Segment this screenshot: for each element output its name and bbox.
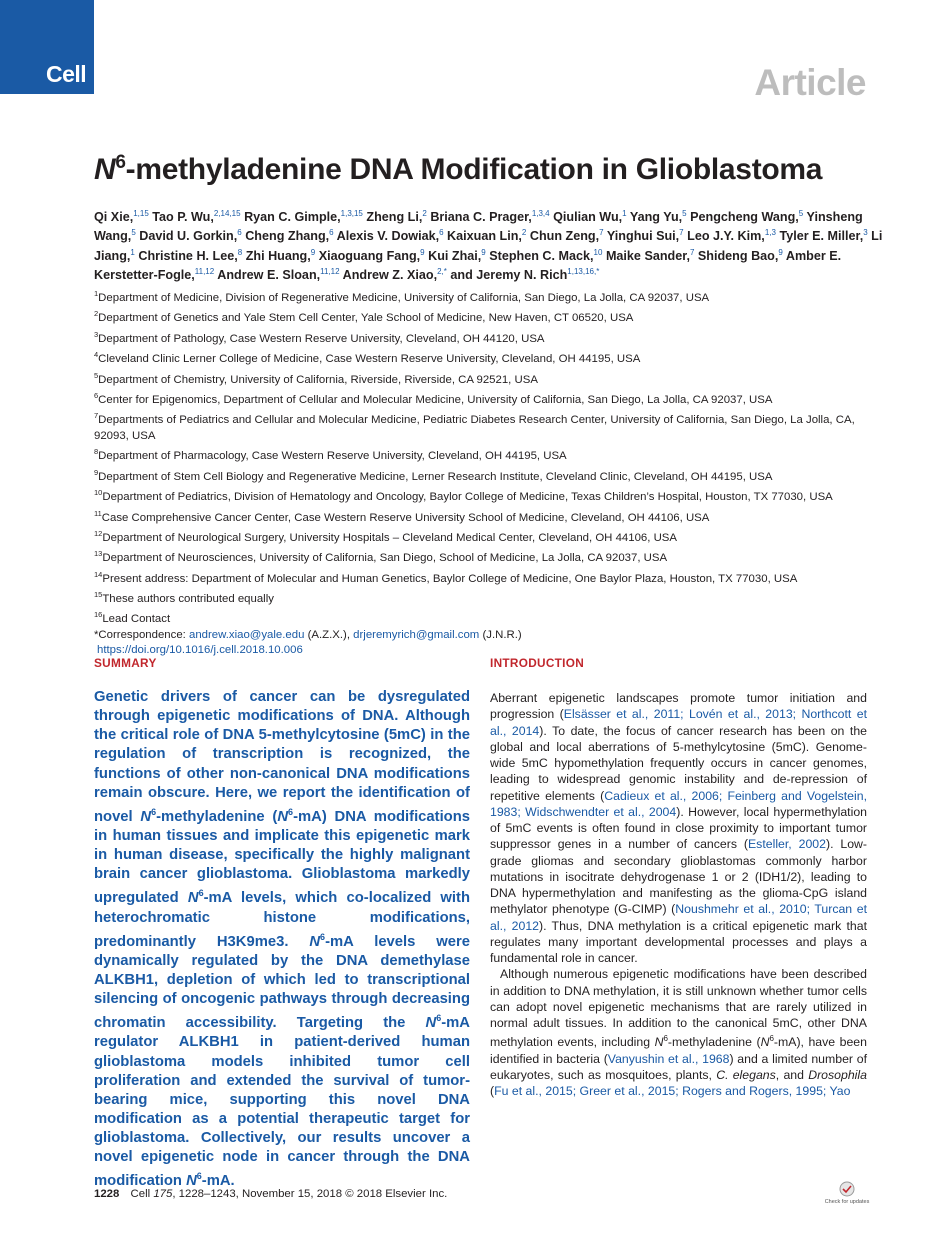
- affiliation-number: 11: [94, 508, 102, 518]
- author-affiliation-ref[interactable]: 7: [679, 228, 684, 238]
- author-affiliation-ref[interactable]: 8: [237, 247, 243, 257]
- author-affiliation-ref[interactable]: 1,3,15: [340, 209, 363, 218]
- author-affiliation-ref[interactable]: 5: [798, 209, 804, 218]
- author-name: Tyler E. Miller,: [779, 229, 864, 244]
- affiliation-text: Case Comprehensive Cancer Center, Case Western Reserve University School of Medicine, Cleveland, OH 44106, USA: [101, 511, 710, 524]
- author-affiliation-ref[interactable]: 1,3,4: [531, 209, 550, 218]
- author-affiliation-ref[interactable]: 1: [130, 247, 135, 257]
- author-name: Alexis V. Dowiak,: [336, 229, 440, 244]
- affiliation-text: Department of Chemistry, University of California, Riverside, Riverside, CA 92521, USA: [98, 373, 538, 386]
- author-name: Li Jiang,: [94, 229, 883, 263]
- affiliation-text: Department of Neurological Surgery, University Hospitals – Cleveland Medical Center, Cleveland, OH 44106, USA: [102, 531, 677, 544]
- affiliation-number: 8: [94, 447, 99, 457]
- article-title: [94, 152, 822, 187]
- author-name: Qi Xie,: [94, 210, 134, 225]
- author-name: Andrew E. Sloan,: [217, 268, 321, 283]
- affiliation-item: [94, 286, 884, 306]
- author-name: David U. Gorkin,: [139, 229, 238, 244]
- author-name: Cheng Zhang,: [245, 229, 330, 244]
- affiliation-text: Lead Contact: [102, 613, 171, 626]
- affiliation-text: Department of Pharmacology, Case Western Reserve University, Cleveland, OH 44195, USA: [98, 450, 567, 463]
- author-name: Ryan C. Gimple,: [244, 210, 341, 225]
- affiliations: [94, 286, 884, 659]
- affiliation-item: [94, 567, 884, 587]
- author-affiliation-ref[interactable]: 1,13,16,*: [567, 266, 600, 276]
- affiliation-item: [94, 526, 884, 546]
- summary-text: Genetic drivers of cancer can be dysregulated through epigenetic modifications of DNA. Although the critical role of DNA 5-methylcytosine (5mC) in the regulation of transcription is recognized, the functions of other non-canonical DNA modifications remain obscure. Here, we report the identification of novel $N^6$-methyladenine $(N^6-mA)$ DNA modifications in human tissues and implicate this epigenetic mark in human disease, specifically the highly malignant brain cancer glioblastoma. Glioblastoma markedly upregulated $N^6-mA$ levels, which co-localized with heterochromatic histone modifications, predominantly H3K9me3. $N^6-mA$ levels were dynamically regulated by the DNA demethylase ALKBH1, depletion of which led to transcriptional silencing of oncogenic pathways through decreasing chromatin accessibility. Targeting the $N^6-mA$ regulator ALKBH1 in patient-derived human glioblastoma models inhibited tumor cell proliferation and extended the survival of tumor-bearing mice, supporting this novel DNA modification as a potential therapeutic target for glioblastoma. Collectively, our results uncover a novel epigenetic node in cancer through the DNA modification $N^6-mA$.: [94, 689, 470, 1190]
- ref-link[interactable]: Elsässer et al., 2011; Lovén et al., 2013; Northcott et al., 2014: [490, 707, 867, 738]
- affiliation-text: Cleveland Clinic Lerner College of Medicine, Case Western Reserve University, Cleveland, OH 44195, USA: [98, 352, 641, 365]
- ref-link[interactable]: Esteller, 2002: [747, 837, 826, 852]
- intro-paragraph-1: Aberrant epigenetic landscapes promote tumor initiation and progression (Elsässer et al., 2011; Lovén et al., 2013; Northcott et al., 2014). To date, the focus of cancer research has been on the global and local aberrations of 5-methylcytosine (5mC). Genome-wide 5mC hypomethylation frequently occurs in cancer genomes, leading to widespread genomic instability and de-repression of repetitive elements (Cadieux et al., 2006; Feinberg and Vogelstein, 1983; Widschwendter et al., 2004). However, local hypermethylation of 5mC events is often found in close proximity to important tumor suppressor genes in a number of cancers (Esteller, 2002). Low-grade gliomas and secondary glioblastomas commonly harbor mutations in isocitrate dehydrogenase 1 or 2 (IDH1/2), leading to DNA hypermethylation and manifesting as the glioma-CpG island methylator phenotype (G-CIMP) (Noushmehr et al., 2010; Turcan et al., 2012). Thus, DNA methylation is a critical epigenetic mark that regulates many important developmental processes and plays a fundamental role in cancer.: [490, 691, 868, 965]
- affiliation-item: [94, 587, 884, 607]
- affiliation-item: [94, 444, 884, 464]
- author-affiliation-ref[interactable]: 1,3: [764, 228, 776, 238]
- author-affiliation-ref[interactable]: 9: [481, 247, 486, 257]
- introduction-text: [490, 690, 867, 1099]
- author-name: Pengcheng Wang,: [690, 210, 799, 225]
- author-name: Yang Yu,: [629, 210, 683, 225]
- author-name: Andrew Z. Xiao,: [342, 268, 438, 283]
- affiliation-text: Department of Medicine, Division of Regenerative Medicine, University of California, San Diego, La Jolla, CA 92037, USA: [98, 291, 710, 304]
- affiliation-text: Department of Pediatrics, Division of Hematology and Oncology, Baylor College of Medicine, Texas Children’s Hospital, Houston, TX 77030, USA: [102, 490, 833, 503]
- title-n: N: [94, 153, 116, 186]
- ref-link[interactable]: Noushmehr et al., 2010; Turcan et al., 2012: [490, 902, 867, 933]
- affiliation-number: 16: [94, 610, 103, 620]
- affiliation-number: 9: [94, 467, 99, 477]
- doi-link[interactable]: https://doi.org/10.1016/j.cell.2018.10.006: [97, 644, 303, 657]
- author-name: Amber E. Kerstetter-Fogle,: [94, 248, 842, 283]
- affiliation-text: These authors contributed equally: [102, 592, 274, 605]
- affiliation-number: 14: [94, 569, 103, 579]
- author-name: Shideng Bao,: [697, 248, 779, 263]
- svg-text:Check for updates: Check for updates: [824, 1199, 870, 1205]
- author-affiliation-ref[interactable]: 2,*: [437, 266, 447, 276]
- affiliation-item: [94, 368, 884, 388]
- affiliation-number: 3: [94, 329, 99, 339]
- check-for-updates-icon: [824, 1180, 870, 1206]
- author-affiliation-ref[interactable]: 7: [599, 228, 604, 238]
- author-affiliation-ref[interactable]: 6: [439, 228, 444, 238]
- affiliation-text: Departments of Pediatrics and Cellular and Molecular Medicine, Pediatric Diabetes Research Center, University of California, San Diego, La Jolla, CA, 92093, USA: [94, 414, 855, 442]
- author-name: Tao P. Wu,: [152, 210, 214, 225]
- author-name: Kui Zhai,: [428, 248, 482, 263]
- affiliation-item: [94, 306, 884, 326]
- author-affiliation-ref[interactable]: 5: [682, 209, 687, 218]
- author-name: Leo J.Y. Kim,: [687, 229, 765, 244]
- affiliation-text: Center for Epigenomics, Department of Cellular and Molecular Medicine, University of California, San Diego, La Jolla, CA 92037, USA: [98, 393, 773, 406]
- ref-link[interactable]: Cadieux et al., 2006; Feinberg and Vogelstein, 1983; Widschwendter et al., 2004: [490, 788, 867, 819]
- author-affiliation-ref[interactable]: 6: [329, 228, 334, 238]
- affiliation-item: [94, 607, 884, 627]
- affiliation-number: 10: [94, 488, 103, 498]
- introduction-heading: INTRODUCTION: [490, 656, 585, 670]
- author-name: Xiaoguang Fang,: [318, 248, 421, 263]
- author-affiliation-ref[interactable]: 6: [237, 228, 242, 238]
- correspondence: *Correspondence: andrew.xiao@yale.edu (A.Z.X.), drjeremyrich@gmail.com (J.N.R.): [94, 628, 522, 641]
- author-affiliation-ref[interactable]: 3: [863, 228, 868, 238]
- check-for-updates-badge[interactable]: [824, 1180, 870, 1206]
- author-name: Yinsheng Wang,: [94, 210, 863, 244]
- affiliation-text: Department of Neurosciences, University of California, San Diego, School of Medicine, La Jolla, CA 92037, USA: [102, 552, 668, 565]
- affiliation-number: 12: [94, 528, 103, 538]
- author-name: and Jeremy N. Rich: [450, 268, 568, 283]
- affiliation-item: [94, 408, 884, 444]
- author-affiliation-ref[interactable]: 10: [593, 247, 603, 257]
- email-link-xiao[interactable]: andrew.xiao@yale.edu: [189, 628, 305, 641]
- author-affiliation-ref[interactable]: 2: [422, 209, 427, 218]
- article-type-label: Article: [754, 62, 866, 103]
- author-list: [94, 206, 884, 283]
- page-footer: 1228 Cell 175, 1228–1243, November 15, 2018 © 2018 Elsevier Inc.: [94, 1188, 448, 1200]
- affiliation-number: 1: [94, 289, 99, 298]
- affiliation-item: [94, 506, 884, 526]
- author-name: Zheng Li,: [366, 210, 423, 225]
- author-name: Chun Zeng,: [529, 229, 600, 244]
- author-name: Qiulian Wu,: [553, 210, 623, 225]
- affiliation-item: [94, 485, 884, 505]
- author-affiliation-ref[interactable]: 11,12: [194, 266, 215, 276]
- author-affiliation-ref[interactable]: 9: [420, 247, 425, 257]
- affiliation-number: 15: [94, 590, 103, 600]
- affiliation-text: Department of Stem Cell Biology and Regenerative Medicine, Lerner Research Institute, Cleveland Clinic, Cleveland, OH 44195, USA: [98, 470, 773, 483]
- affiliation-number: 5: [94, 370, 99, 380]
- affiliation-item: [94, 327, 884, 347]
- affiliation-list: [94, 286, 884, 628]
- affiliation-item: [94, 388, 884, 408]
- journal-logo-text: Cell: [46, 61, 87, 87]
- author-name: Stephen C. Mack,: [489, 248, 594, 263]
- affiliation-number: 6: [94, 390, 99, 400]
- affiliation-text: Department of Pathology, Case Western Reserve University, Cleveland, OH 44120, USA: [98, 332, 545, 345]
- page-number: 1228: [94, 1188, 120, 1200]
- affiliation-number: 13: [94, 549, 103, 559]
- ref-link[interactable]: Fu et al., 2015; Greer et al., 2015; Rogers and Rogers, 1995; Yao: [494, 1084, 851, 1099]
- author-affiliation-ref[interactable]: 5: [131, 228, 136, 238]
- affiliation-number: 4: [94, 350, 99, 360]
- author-name: Yinghui Sui,: [606, 229, 680, 244]
- affiliation-text: Present address: Department of Molecular and Human Genetics, Baylor College of Medicine, One Baylor Plaza, Houston, TX 77030, USA: [102, 572, 798, 585]
- author-affiliation-ref[interactable]: 2: [521, 228, 527, 238]
- affiliation-item: [94, 465, 884, 485]
- author-affiliation-ref[interactable]: 7: [689, 247, 695, 257]
- affiliation-text: Department of Genetics and Yale Stem Cell Center, Yale School of Medicine, New Haven, CT 06520, USA: [98, 312, 634, 325]
- ref-link[interactable]: Vanyushin et al., 1968: [607, 1051, 730, 1066]
- intro-paragraph-2: Although numerous epigenetic modifications have been described in addition to DNA methylation, it is still unknown whether tumor cells can adopt novel epigenetic mechanisms that are rarely utilized in normal adult tissues. In addition to the canonical 5mC, other DNA methylation events, including $N^6$-methyladenine $(N^6-mA)$, have been identified in bacteria (Vanyushin et al., 1968) and a limited number of eukaryotes, such as mosquitoes, plants, C. elegans, and Drosophila (Fu et al., 2015; Greer et al., 2015; Rogers and Rogers, 1995; Yao: [490, 967, 867, 1099]
- affiliation-number: 7: [94, 411, 99, 421]
- author-affiliation-ref[interactable]: 1,15: [133, 209, 149, 218]
- title-rest: -methyladenine DNA Modification in Glioblastoma: [125, 153, 823, 186]
- journal-logo: [0, 0, 94, 94]
- summary-heading: SUMMARY: [94, 656, 157, 670]
- author-affiliation-ref[interactable]: 11,12: [320, 266, 340, 276]
- email-link-rich[interactable]: drjeremyrich@gmail.com: [353, 628, 480, 641]
- affiliation-item: [94, 546, 884, 566]
- author-affiliation-ref[interactable]: 2,14,15: [213, 209, 241, 218]
- author-name: Kaixuan Lin,: [447, 229, 522, 244]
- affiliation-item: [94, 347, 884, 367]
- author-name: Maike Sander,: [605, 248, 690, 263]
- author-name: Christine H. Lee,: [138, 248, 238, 263]
- affiliation-number: 2: [94, 309, 99, 319]
- author-affiliation-ref[interactable]: 9: [310, 247, 316, 257]
- author-affiliation-ref[interactable]: 1: [622, 209, 627, 218]
- author-name: Briana C. Prager,: [430, 210, 532, 225]
- author-name: Zhi Huang,: [245, 248, 311, 263]
- author-affiliation-ref[interactable]: 9: [778, 247, 783, 257]
- title-sup: 6: [115, 152, 126, 173]
